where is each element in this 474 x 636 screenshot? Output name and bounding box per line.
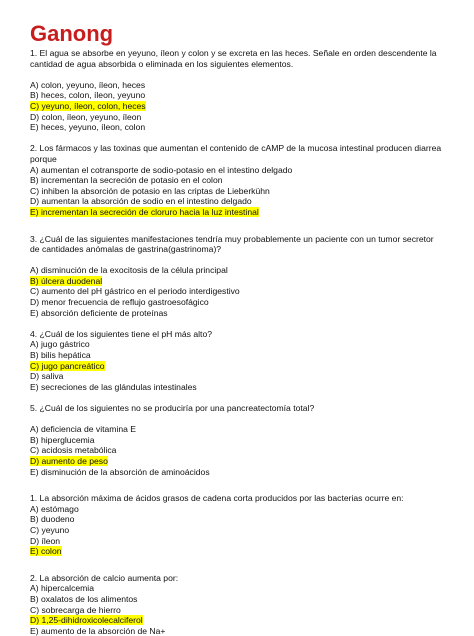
answer-option — [30, 525, 444, 536]
option-label: B) bilis hepática — [30, 350, 91, 361]
answer-option — [30, 165, 444, 176]
option-label: E) incrementan la secreción de cloruro hacia la luz intestinal — [30, 206, 259, 217]
answer-option — [30, 297, 444, 308]
answer-option — [30, 339, 444, 350]
option-label: C) yeyuno, íleon, colon, heces — [30, 100, 146, 111]
question-block — [30, 573, 444, 636]
option-label: B) hiperglucemia — [30, 434, 95, 445]
option-label: E) colon — [30, 546, 62, 557]
answer-option — [30, 594, 444, 605]
question-block — [30, 48, 444, 133]
answer-option — [30, 626, 444, 636]
document-title: Ganong — [30, 21, 114, 46]
option-label: D) menor frecuencia de reflujo gastroesofágico — [30, 297, 209, 308]
option-label: B) úlcera duodenal — [30, 275, 103, 286]
question-block — [30, 329, 444, 393]
answer-option — [30, 308, 444, 319]
option-label: B) oxalatos de los alimentos — [30, 593, 138, 604]
option-label: C) acidosis metabólica — [30, 445, 117, 456]
answer-option — [30, 286, 444, 297]
answer-option — [30, 382, 444, 393]
option-label: D) aumento de peso — [30, 455, 108, 466]
answer-option — [30, 122, 444, 133]
answer-option-highlighted — [30, 456, 444, 467]
option-label: A) estómago — [30, 503, 79, 514]
question-list — [30, 48, 444, 636]
question-text: 4. ¿Cuál de los siguientes tiene el pH más alto? — [30, 328, 213, 339]
question-text: 2. Los fármacos y las toxinas que aumentan el contenido de cAMP de la mucosa intestinal producen diarrea porque — [30, 143, 442, 164]
answer-option — [30, 514, 444, 525]
option-label: E) absorción deficiente de proteínas — [30, 307, 168, 318]
option-label: D) 1,25-dihidroxicolecalciferol — [30, 615, 143, 626]
answer-option — [30, 536, 444, 547]
option-label: B) heces, colon, íleon, yeyuno — [30, 90, 146, 101]
answer-option — [30, 445, 444, 456]
answer-option — [30, 504, 444, 515]
option-label: C) aumento del pH gástrico en el periodo interdigestivo — [30, 286, 240, 297]
option-label: D) aumentan la absorción de sodio en el intestino delgado — [30, 196, 252, 207]
answer-option-highlighted — [30, 207, 444, 218]
answer-option — [30, 467, 444, 478]
answer-option — [30, 90, 444, 101]
option-label: C) inhiben la absorción de potasio en las criptas de Lieberkühn — [30, 185, 270, 196]
answer-option — [30, 350, 444, 361]
answer-option — [30, 435, 444, 446]
answer-option-highlighted — [30, 276, 444, 287]
answer-option — [30, 175, 444, 186]
question-block — [30, 403, 444, 477]
answer-option — [30, 80, 444, 91]
question-text: 3. ¿Cuál de las siguientes manifestaciones tendría muy probablemente un paciente con un tumor secretor de cantidades anómalas de gastrina(gastrinoma)? — [30, 233, 434, 255]
answer-option-highlighted — [30, 546, 444, 557]
answer-option — [30, 424, 444, 435]
question-text: 1. La absorción máxima de ácidos grasos de cadena corta producidos por las bacterias ocurre en: — [30, 493, 404, 504]
answer-option — [30, 605, 444, 616]
answer-option-highlighted — [30, 101, 444, 112]
option-label: D) íleon — [30, 535, 61, 546]
answer-option — [30, 371, 444, 382]
option-label: C) jugo pancreático — [30, 360, 105, 371]
answer-option — [30, 583, 444, 594]
option-label: D) saliva — [30, 371, 64, 382]
option-label: A) aumentan el cotransporte de sodio-potasio en el intestino delgado — [30, 164, 293, 175]
option-label: A) deficiencia de vitamina E — [30, 424, 137, 435]
option-label: E) heces, yeyuno, íleon, colon — [30, 122, 146, 133]
option-label: A) hipercalcemia — [30, 583, 94, 594]
question-block — [30, 493, 444, 557]
question-block — [30, 143, 444, 217]
option-label: D) colon, íleon, yeyuno, íleon — [30, 111, 142, 122]
answer-option-highlighted — [30, 361, 444, 372]
answer-option — [30, 186, 444, 197]
option-label: C) yeyuno — [30, 524, 70, 535]
question-text: 2. La absorción de calcio aumenta por: — [30, 572, 179, 583]
option-label: C) sobrecarga de hierro — [30, 604, 121, 615]
option-label: A) jugo gástrico — [30, 339, 90, 350]
option-label: A) colon, yeyuno, íleon, heces — [30, 79, 146, 90]
question-block — [30, 234, 444, 319]
option-label: A) disminución de la exocitosis de la célula principal — [30, 265, 228, 276]
option-label: B) incrementan la secreción de potasio en el colon — [30, 175, 223, 186]
question-text: 5. ¿Cuál de los siguientes no se produciría por una pancreatectomía total? — [30, 403, 315, 413]
option-label: E) secreciones de las glándulas intestinales — [30, 381, 197, 392]
option-label: B) duodeno — [30, 514, 75, 525]
answer-option — [30, 265, 444, 276]
option-label: E) disminución de la absorción de aminoácidos — [30, 466, 210, 477]
option-label: E) aumento de la absorción de Na+ — [30, 625, 166, 636]
answer-option — [30, 196, 444, 207]
answer-option — [30, 112, 444, 123]
answer-option-highlighted — [30, 615, 444, 626]
question-text: 1. El agua se absorbe en yeyuno, íleon y colon y se excreta en las heces. Señale en orden descendente la cantidad de agua absorbida o eliminada en los siguientes elementos. — [30, 48, 437, 69]
